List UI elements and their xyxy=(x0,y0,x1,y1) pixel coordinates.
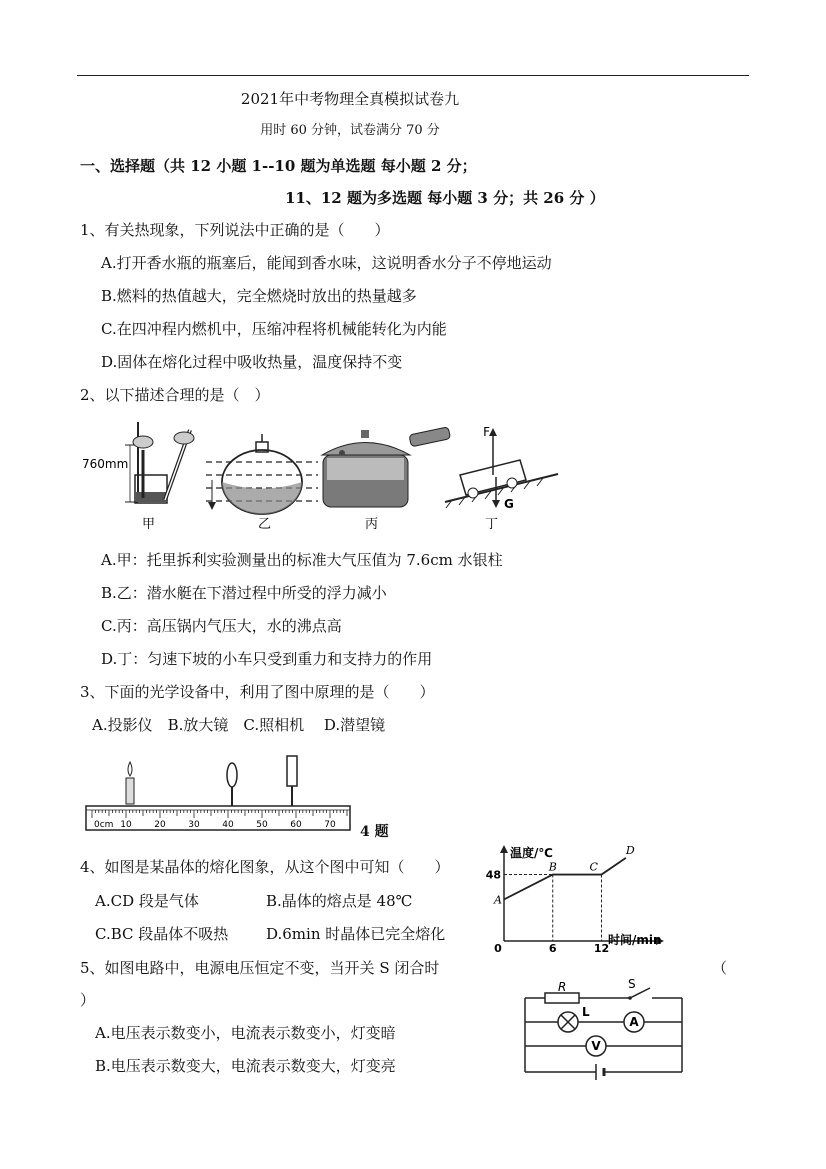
q5-option-b: B.电压表示数变大，电流表示数变大，灯变亮 xyxy=(95,1057,396,1075)
series-line xyxy=(504,858,626,900)
figure-label-ding: 丁 xyxy=(485,517,499,532)
pressure-cooker-figure xyxy=(322,427,451,507)
q1-option-a: A.打开香水瓶的瓶塞后，能闻到香水味，这说明香水分子不停地运动 xyxy=(101,254,552,272)
label-v: V xyxy=(591,1039,601,1053)
q2-stem: 2、以下描述合理的是（ ） xyxy=(80,386,270,404)
figure-label-bing: 丙 xyxy=(365,517,379,532)
q4-option-b: B.晶体的熔点是 48℃ xyxy=(266,892,413,910)
y-tick-label: 48 xyxy=(485,868,501,882)
force-f-label: F xyxy=(483,425,490,439)
torricelli-figure xyxy=(82,422,194,503)
page-subtitle: 用时 60 分钟，试卷满分 70 分 xyxy=(260,123,440,138)
x-tick-label: 0 xyxy=(494,942,502,955)
force-g-label: G xyxy=(504,497,514,511)
point-label: D xyxy=(625,843,635,857)
section-heading-line2: 11、12 题为多选题 每小题 3 分；共 26 分 ） xyxy=(285,189,605,207)
ruler-label: 40 xyxy=(222,820,234,830)
q5-paren-open: （ xyxy=(712,959,728,977)
height-label: 760mm xyxy=(82,457,129,471)
x-tick-label: 6 xyxy=(548,942,557,955)
q5-paren-close: ） xyxy=(80,991,96,1009)
ruler-label: 60 xyxy=(290,820,302,830)
ruler-label: 50 xyxy=(256,820,268,830)
q5-stem: 5、如图电路中，电源电压恒定不变，当开关 S 闭合时 xyxy=(80,959,440,977)
y-axis-label: 温度/℃ xyxy=(510,846,553,860)
q1-option-c: C.在四冲程内燃机中，压缩冲程将机械能转化为内能 xyxy=(101,320,447,338)
q2-option-c: C.丙：高压锅内气压大，水的沸点高 xyxy=(101,617,342,635)
ruler-label: 0cm xyxy=(94,820,114,830)
top-rule xyxy=(77,75,749,76)
x-axis-label: 时间/min xyxy=(608,933,662,947)
cart-on-slope-figure xyxy=(445,425,558,511)
ruler-label: 10 xyxy=(120,820,132,830)
q4-option-a: A.CD 段是气体 xyxy=(95,892,199,910)
point-label: C xyxy=(589,860,598,874)
q3-stem: 3、下面的光学设备中，利用了图中原理的是（ ） xyxy=(80,683,435,701)
q4-option-d: D.6min 时晶体已完全熔化 xyxy=(266,925,446,943)
optical-bench-figure xyxy=(84,750,364,835)
figure-label-yi: 乙 xyxy=(258,517,272,532)
q4-stem: 4、如图是某晶体的熔化图象，从这个图中可知（ ） xyxy=(80,858,450,876)
submarine-figure xyxy=(206,434,318,514)
ruler-label: 30 xyxy=(188,820,200,830)
resistor-r xyxy=(545,993,579,1003)
q1-option-d: D.固体在熔化过程中吸收热量，温度保持不变 xyxy=(101,353,403,371)
q2-option-d: D.丁：匀速下坡的小车只受到重力和支持力的作用 xyxy=(101,650,433,668)
q2-figures xyxy=(80,420,580,535)
ruler-label: 20 xyxy=(154,820,166,830)
q4-option-c: C.BC 段晶体不吸热 xyxy=(95,925,229,943)
ruler-label: 70 xyxy=(324,820,336,830)
q2-option-b: B.乙：潜水艇在下潜过程中所受的浮力减小 xyxy=(101,584,387,602)
q2-option-a: A.甲：托里拆利实验测量出的标准大气压值为 7.6cm 水银柱 xyxy=(101,551,503,569)
section-heading-line1: 一、选择题（共 12 小题 1--10 题为单选题 每小题 2 分； xyxy=(80,157,477,175)
point-label: B xyxy=(548,860,557,874)
q1-stem: 1、有关热现象，下列说法中正确的是（ ） xyxy=(80,221,390,239)
figure-label-jia: 甲 xyxy=(142,517,156,532)
label-a: A xyxy=(629,1015,639,1029)
circuit-diagram xyxy=(520,977,690,1080)
page-title: 2021年中考物理全真模拟试卷九 xyxy=(240,90,460,108)
q3-options: A.投影仪 B.放大镜 C.照相机 D.潜望镜 xyxy=(92,716,386,734)
x-tick-label: 12 xyxy=(593,942,610,955)
q5-option-a: A.电压表示数变小，电流表示数变小，灯变暗 xyxy=(95,1024,396,1042)
melting-chart xyxy=(480,843,670,955)
label-l: L xyxy=(582,1005,590,1019)
label-s: S xyxy=(628,977,636,991)
label-r: R xyxy=(558,980,567,994)
q1-option-b: B.燃料的热值越大，完全燃烧时放出的热量越多 xyxy=(101,287,417,305)
point-label: A xyxy=(494,893,502,907)
figure-caption-4: 4 题 xyxy=(360,824,389,840)
